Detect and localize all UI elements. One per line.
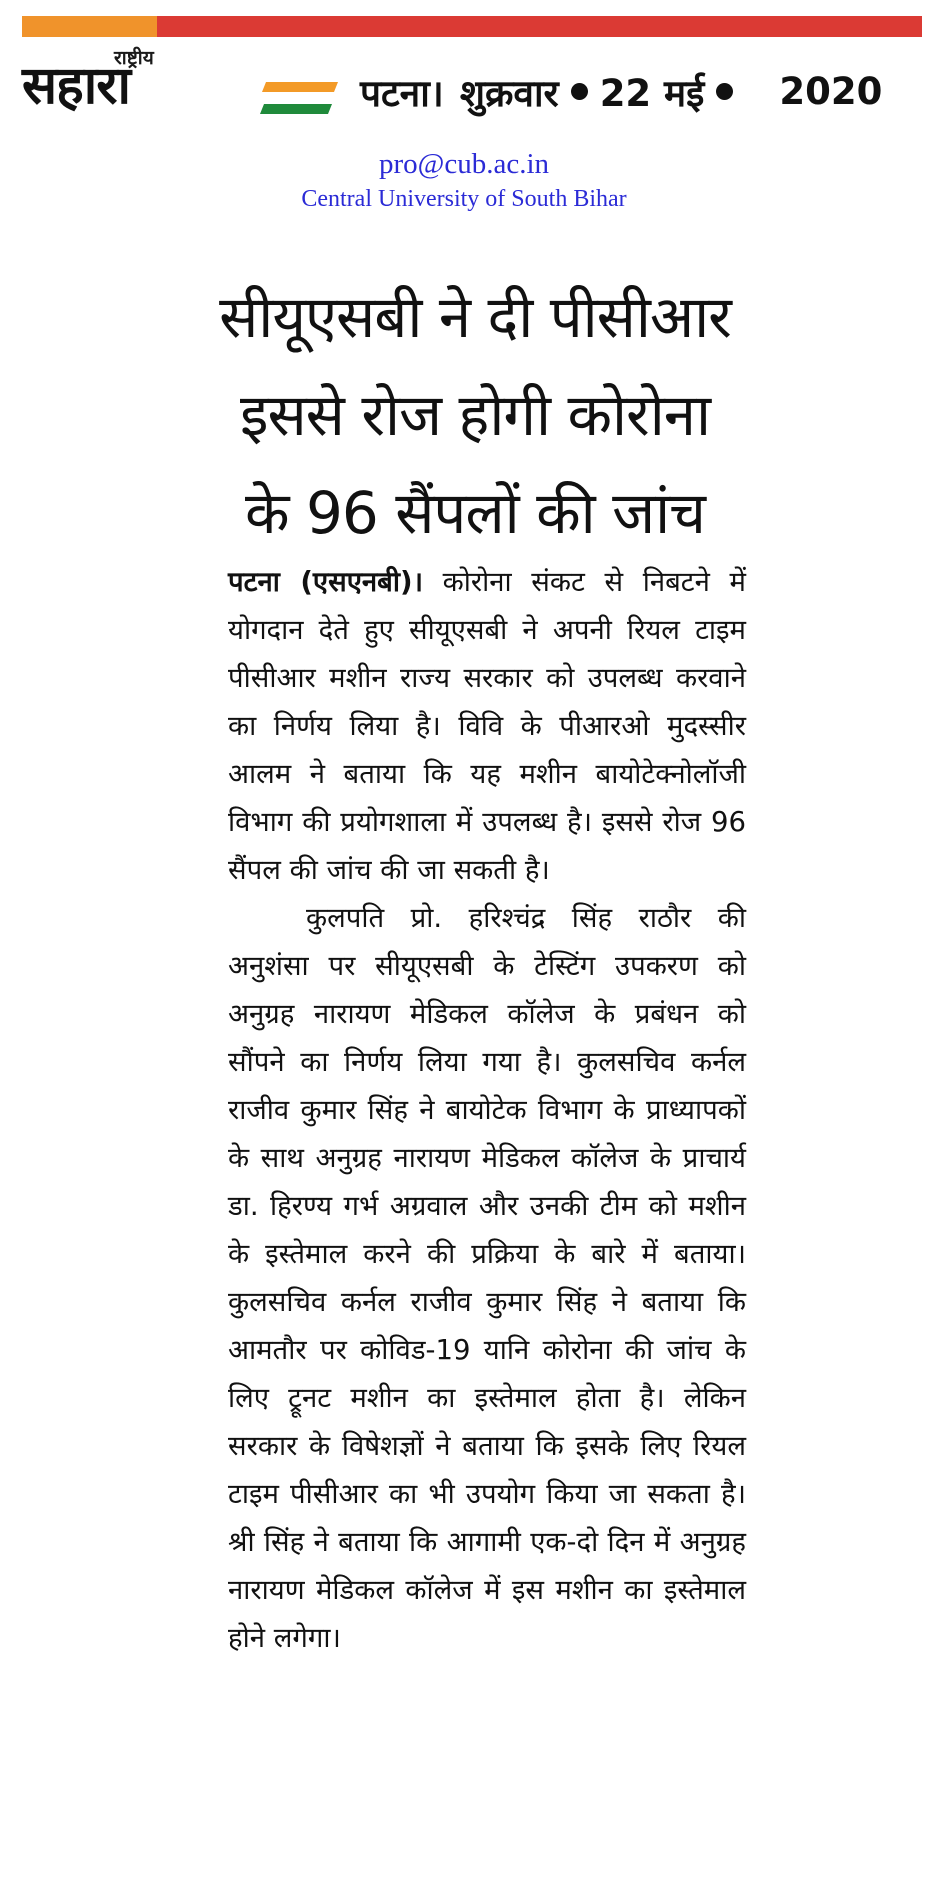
paragraph-text: कोरोना संकट से निबटने में योगदान देते हुए सीयूएसबी ने अपनी रियल टाइम पीसीआर मशीन राज्य सरकार को उपलब्ध करवाने का निर्णय लिया है। विवि के पीआरओ मुदस्सीर आलम ने बताया कि यह मशीन बायोटेक्नोलॉजी विभाग की प्रयोगशाला में उपलब्ध है। इससे रोज 96 सैंपल की जांच की जा सकती है। bbox=[228, 566, 747, 886]
separator-dot bbox=[571, 83, 588, 100]
newspaper-logo bbox=[22, 44, 342, 134]
article-body bbox=[228, 558, 746, 1662]
edition-year: 2020 bbox=[779, 70, 883, 113]
logo-small-text: राष्ट्रीय bbox=[114, 47, 154, 69]
headline-line: के 96 सैंपलों की जांच bbox=[244, 479, 706, 547]
article-headline bbox=[180, 268, 770, 562]
source-organization: Central University of South Bihar bbox=[301, 186, 627, 212]
masthead bbox=[22, 44, 922, 134]
headline-line: इससे रोज होगी कोरोना bbox=[239, 381, 710, 449]
top-bar-red-segment bbox=[157, 16, 922, 37]
separator-dot bbox=[716, 83, 733, 100]
article-paragraph: कुलपति प्रो. हरिश्चंद्र सिंह राठौर की अनुशंसा पर सीयूएसबी के टेस्टिंग उपकरण को अनुग्रह नारायण मेडिकल कॉलेज के प्रबंधन को सौंपने का निर्णय लिया गया है। कुलसचिव कर्नल राजीव कुमार सिंह ने बायोटेक विभाग के प्राध्यापकों के साथ अनुग्रह नारायण मेडिकल कॉलेज के प्राचार्य डा. हिरण्य गर्भ अग्रवाल और उनकी टीम को मशीन के इस्तेमाल करने की प्रक्रिया के बारे में बताया। कुलसचिव कर्नल राजीव कुमार सिंह ने बताया कि आमतौर पर कोविड-19 यानि कोरोना की जांच के लिए ट्रूनट मशीन का इस्तेमाल होता है। लेकिन सरकार के विषेशज्ञों ने बताया कि इसके लिए रियल टाइम पीसीआर का भी उपयोग किया जा सकता है। श्री सिंह ने बताया कि आगामी एक-दो दिन में अनुग्रह नारायण मेडिकल कॉलेज में इस मशीन का इस्तेमाल होने लगेगा। bbox=[228, 902, 746, 1654]
article-paragraph bbox=[228, 558, 746, 894]
top-color-bar bbox=[22, 16, 922, 37]
top-bar-orange-segment bbox=[22, 16, 157, 37]
source-email: pro@cub.ac.in bbox=[378, 148, 550, 180]
flag-stripes-icon bbox=[260, 78, 338, 118]
edition-weekday: शुक्रवार bbox=[459, 72, 559, 115]
edition-city: पटना। bbox=[360, 72, 444, 115]
edition-day-month: 22 मई bbox=[599, 72, 705, 115]
edition-dateline bbox=[360, 66, 882, 117]
article-dateline: पटना (एसएनबी)। bbox=[228, 566, 423, 598]
headline-line: सीयूएसबी ने दी पीसीआर bbox=[219, 283, 731, 351]
logo-big-text: सहारा bbox=[22, 56, 130, 116]
